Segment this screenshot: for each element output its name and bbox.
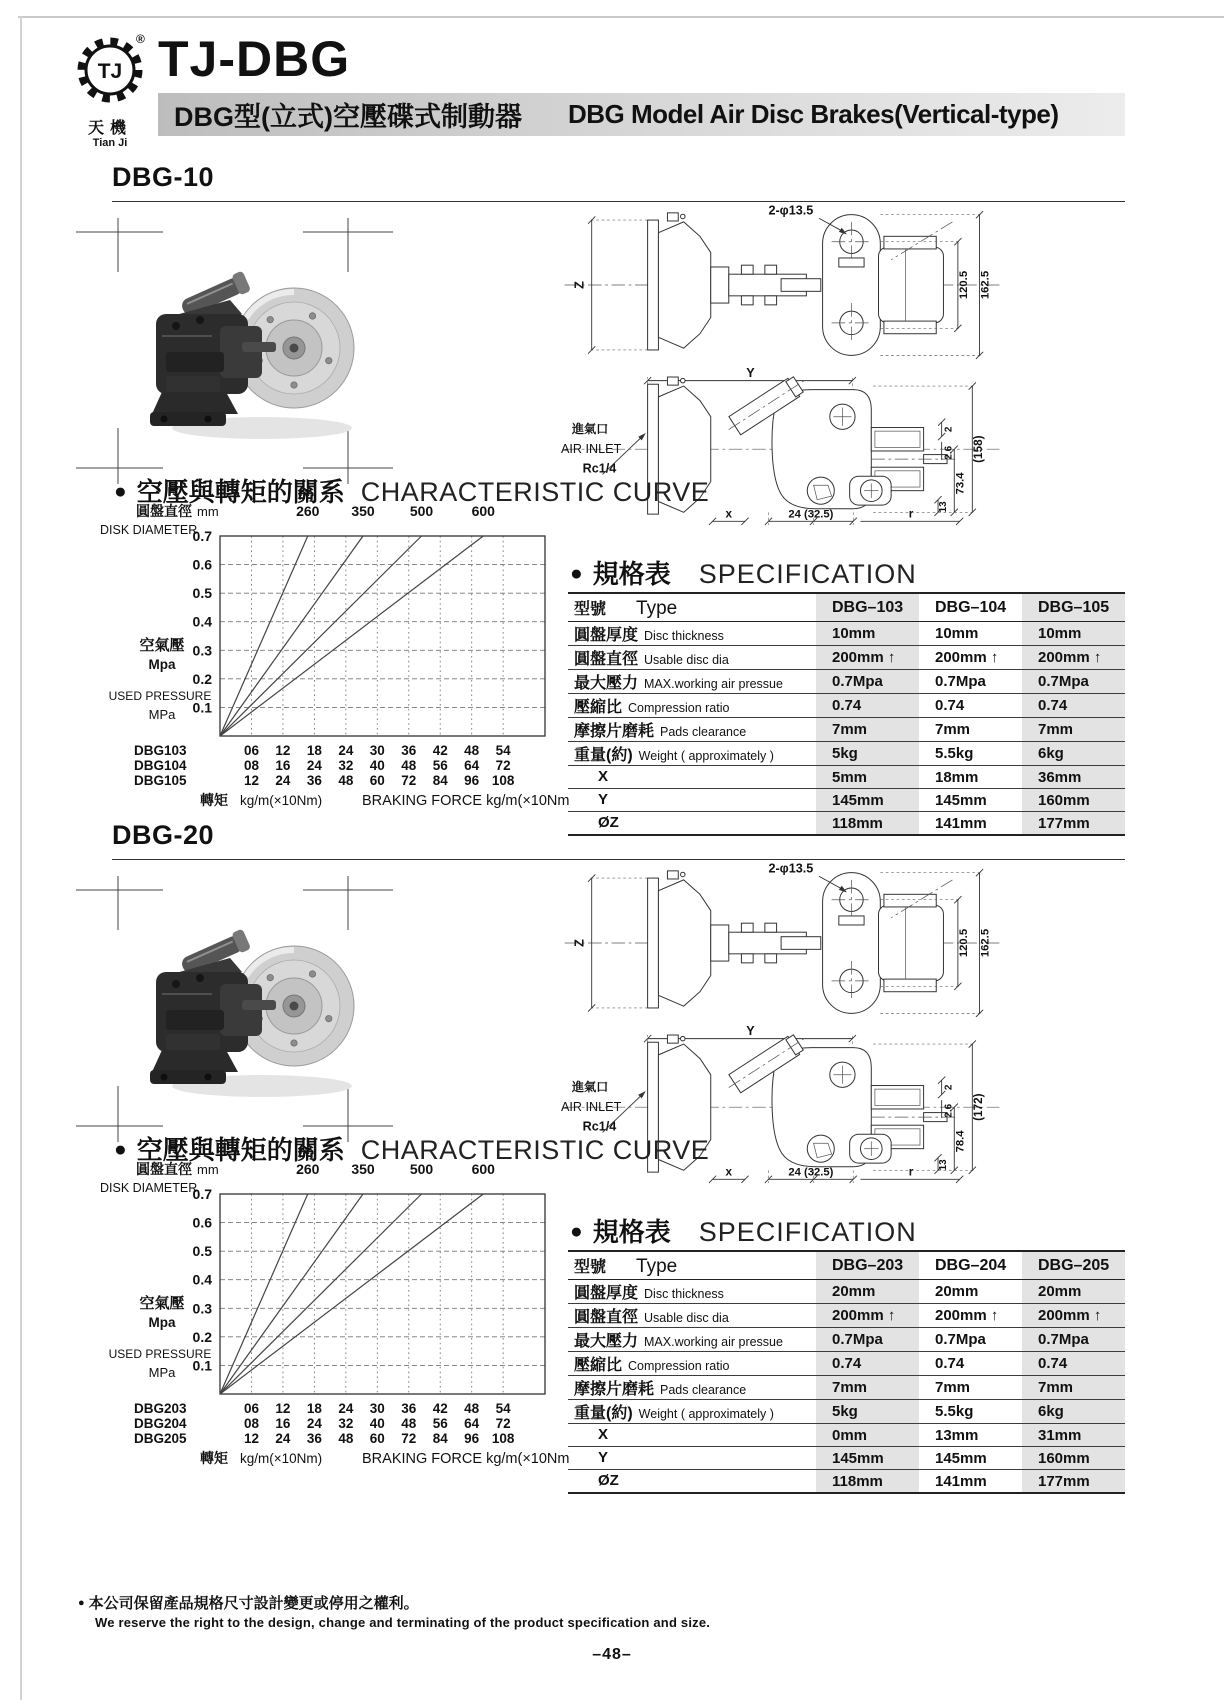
spec-value: 145mm	[816, 789, 919, 812]
svg-text:72: 72	[495, 1416, 511, 1431]
svg-text:0.5: 0.5	[192, 585, 212, 602]
svg-text:48: 48	[464, 1401, 480, 1416]
registered-mark: ®	[136, 32, 145, 46]
characteristic-curve-chart	[100, 498, 570, 818]
svg-text:24 (32.5): 24 (32.5)	[788, 1166, 834, 1179]
spec-value: 177mm	[1022, 1470, 1125, 1494]
svg-text:24: 24	[338, 1401, 354, 1416]
row-label-cjk: 最大壓力	[574, 1333, 639, 1350]
svg-text:0.3: 0.3	[192, 642, 212, 659]
svg-text:12: 12	[243, 773, 259, 788]
spec-value: 145mm	[935, 1449, 987, 1467]
company-logo	[64, 32, 156, 149]
specification-table	[568, 592, 1125, 836]
svg-text:24: 24	[275, 773, 291, 788]
svg-text:32: 32	[338, 1416, 354, 1431]
svg-text:36: 36	[306, 1431, 322, 1446]
svg-text:56: 56	[432, 1416, 448, 1431]
row-label-cjk: Y	[598, 791, 609, 808]
spec-value: 118mm	[816, 812, 919, 836]
spec-value: 200mm ↑	[1022, 1304, 1125, 1328]
spec-value: 7mm	[935, 721, 971, 738]
gear-logo-icon	[74, 36, 146, 108]
svg-text:Y: Y	[746, 366, 755, 381]
row-label-en: Weight ( approximately )	[638, 749, 774, 763]
spec-heading-en: SPECIFICATION	[698, 559, 917, 589]
svg-text:MPa: MPa	[148, 1365, 176, 1380]
svg-text:0.1: 0.1	[192, 699, 212, 716]
model-header: DBG–104	[935, 598, 1007, 616]
subtitle-cjk: DBG型(立式)空壓碟式制動器	[174, 102, 522, 132]
curve-heading-en: CHARACTERISTIC CURVE	[360, 1135, 710, 1165]
svg-text:12: 12	[275, 743, 291, 758]
spec-value: 18mm	[935, 768, 979, 786]
svg-text:AIR INLET: AIR INLET	[561, 441, 622, 456]
spec-heading	[570, 554, 917, 591]
page-title: TJ-DBG	[158, 31, 351, 87]
row-label-en: Pads clearance	[660, 725, 747, 739]
svg-text:DISK DIAMETER: DISK DIAMETER	[100, 1181, 198, 1195]
footer-note-cjk	[78, 1592, 710, 1613]
svg-text:2-φ13.5: 2-φ13.5	[768, 861, 814, 876]
svg-text:mm: mm	[197, 504, 219, 519]
spec-value: 7mm	[1022, 1376, 1125, 1400]
svg-text:轉矩: 轉矩	[200, 792, 228, 808]
svg-text:圓盤直徑: 圓盤直徑	[136, 503, 192, 519]
characteristic-curve-chart	[100, 1156, 570, 1476]
type-label-cjk: 型號	[574, 1258, 607, 1276]
svg-text:0.6: 0.6	[192, 556, 212, 573]
svg-text:48: 48	[401, 758, 417, 773]
bullet-icon: ●	[114, 480, 127, 503]
spec-value: 20mm	[935, 1283, 979, 1300]
svg-text:0.5: 0.5	[192, 1243, 212, 1260]
section-dbg-20	[0, 816, 1224, 1490]
svg-text:24: 24	[306, 1416, 322, 1431]
svg-text:轉矩: 轉矩	[200, 1450, 228, 1466]
spec-row	[568, 718, 1125, 742]
svg-text:162.5: 162.5	[979, 270, 992, 300]
spec-row	[568, 1352, 1125, 1376]
svg-text:Mpa: Mpa	[148, 657, 176, 672]
spec-row	[568, 670, 1125, 694]
row-label-en: MAX.working air pressue	[644, 677, 783, 691]
spec-value: 200mm ↑	[816, 646, 919, 670]
row-label-en: Disc thickness	[644, 1287, 724, 1301]
svg-text:120.5: 120.5	[957, 928, 970, 958]
svg-text:40: 40	[369, 758, 385, 773]
row-label-cjk: ØZ	[598, 814, 619, 831]
spec-value: 7mm	[1022, 718, 1125, 742]
svg-text:72: 72	[401, 1431, 417, 1446]
svg-text:36: 36	[306, 773, 322, 788]
svg-text:進氣口: 進氣口	[571, 421, 609, 436]
svg-text:r: r	[908, 507, 914, 521]
svg-text:DBG203: DBG203	[134, 1401, 187, 1416]
spec-value: 5mm	[816, 766, 919, 789]
svg-text:12: 12	[243, 1431, 259, 1446]
company-name-en: Tian Ji	[92, 137, 128, 149]
svg-text:84: 84	[432, 773, 448, 788]
svg-text:0.7: 0.7	[192, 528, 212, 544]
spec-row	[568, 1376, 1125, 1400]
svg-text:96: 96	[464, 773, 480, 788]
svg-text:(172): (172)	[972, 1093, 986, 1121]
curve-heading-cjk: 空壓與轉矩的關系	[136, 1135, 345, 1165]
svg-text:500: 500	[409, 1161, 434, 1177]
spec-value: 200mm ↑	[935, 649, 999, 666]
spec-value: 13mm	[935, 1426, 979, 1444]
spec-value: 0.7Mpa	[1022, 1328, 1125, 1352]
spec-value: 10mm	[1022, 622, 1125, 646]
svg-text:40: 40	[369, 1416, 385, 1431]
svg-text:mm: mm	[197, 1162, 219, 1177]
svg-text:16: 16	[275, 1416, 291, 1431]
spec-value: 7mm	[935, 1379, 971, 1396]
svg-text:DBG205: DBG205	[134, 1431, 187, 1446]
model-header: DBG–203	[816, 1251, 919, 1280]
spec-value: 0.7Mpa	[935, 673, 986, 690]
row-label-cjk: 圓盤直徑	[574, 1309, 639, 1326]
product-photo	[142, 256, 377, 451]
spec-row	[568, 646, 1125, 670]
footer-note-cjk-text: 本公司保留產品規格尺寸設計變更或停用之權利。	[88, 1595, 419, 1612]
svg-text:120.5: 120.5	[957, 270, 970, 300]
spec-row	[568, 1447, 1125, 1470]
svg-text:Mpa: Mpa	[148, 1315, 176, 1330]
svg-text:84: 84	[432, 1431, 448, 1446]
svg-text:BRAKING FORCE kg/m(×10Nm): BRAKING FORCE kg/m(×10Nm)	[362, 793, 570, 809]
subtitle-en: DBG Model Air Disc Brakes(Vertical-type)	[567, 99, 1059, 129]
spec-value: 0.7Mpa	[816, 1328, 919, 1352]
svg-text:36: 36	[401, 743, 417, 758]
spec-value: 36mm	[1022, 766, 1125, 789]
spec-value: 145mm	[935, 791, 987, 809]
section-heading: DBG-20	[112, 820, 215, 850]
spec-row	[568, 789, 1125, 812]
row-label-cjk: 壓縮比	[574, 699, 623, 716]
model-header: DBG–105	[1022, 593, 1125, 622]
svg-text:圓盤直徑: 圓盤直徑	[136, 1161, 192, 1177]
svg-text:13: 13	[938, 501, 950, 513]
spec-value: 5kg	[816, 1400, 919, 1424]
company-name-cjk: 天機	[87, 120, 132, 137]
bullet-icon: ●	[570, 562, 583, 585]
svg-text:進氣口: 進氣口	[571, 1079, 609, 1094]
svg-text:56: 56	[432, 758, 448, 773]
product-photo	[142, 914, 377, 1109]
section-heading: DBG-10	[112, 162, 215, 192]
spec-value: 0.74	[935, 1355, 965, 1372]
svg-text:60: 60	[369, 1431, 385, 1446]
spec-value: 0.7Mpa	[935, 1331, 986, 1348]
svg-text:0.4: 0.4	[192, 1271, 212, 1288]
svg-text:0.6: 0.6	[192, 1214, 212, 1231]
svg-text:48: 48	[338, 1431, 354, 1446]
svg-text:72: 72	[401, 773, 417, 788]
svg-text:0.3: 0.3	[192, 1300, 212, 1317]
svg-text:Rc1/4: Rc1/4	[582, 1119, 617, 1134]
row-label-cjk: 圓盤厚度	[574, 627, 639, 644]
svg-text:2.6: 2.6	[943, 445, 955, 460]
spec-value: 7mm	[816, 718, 919, 742]
svg-text:96: 96	[464, 1431, 480, 1446]
svg-text:2-φ13.5: 2-φ13.5	[768, 203, 814, 218]
row-label-en: Disc thickness	[644, 629, 724, 643]
row-label-cjk: 摩擦片磨耗	[574, 723, 655, 740]
svg-text:06: 06	[243, 743, 259, 758]
spec-row	[568, 1424, 1125, 1447]
svg-text:24 (32.5): 24 (32.5)	[788, 508, 834, 521]
svg-text:x: x	[725, 507, 733, 521]
spec-row	[568, 1280, 1125, 1304]
svg-text:2: 2	[943, 1084, 955, 1091]
row-label-cjk: 重量(約)	[574, 1405, 633, 1422]
svg-text:0.2: 0.2	[192, 670, 212, 687]
svg-text:08: 08	[243, 758, 259, 773]
subtitle-bar	[158, 93, 1125, 136]
svg-text:18: 18	[306, 1401, 322, 1416]
svg-text:kg/m(×10Nm): kg/m(×10Nm)	[240, 1451, 323, 1466]
spec-header-row	[568, 1251, 1125, 1280]
svg-text:108: 108	[491, 1431, 515, 1446]
row-label-en: Pads clearance	[660, 1383, 747, 1397]
svg-text:空氣壓: 空氣壓	[139, 1295, 185, 1312]
svg-text:空氣壓: 空氣壓	[139, 637, 185, 654]
spec-value: 200mm ↑	[816, 1304, 919, 1328]
svg-text:DBG103: DBG103	[134, 743, 187, 758]
row-label-cjk: 圓盤直徑	[574, 651, 639, 668]
svg-text:600: 600	[471, 503, 495, 519]
svg-text:BRAKING FORCE kg/m(×10Nm): BRAKING FORCE kg/m(×10Nm)	[362, 1451, 570, 1467]
spec-value: 145mm	[816, 1447, 919, 1470]
svg-text:36: 36	[401, 1401, 417, 1416]
spec-row	[568, 1304, 1125, 1328]
spec-value: 0.7Mpa	[1022, 670, 1125, 694]
svg-text:260: 260	[296, 503, 320, 519]
spec-table	[568, 592, 1125, 836]
spec-row	[568, 694, 1125, 718]
row-label-cjk: X	[598, 1426, 609, 1443]
svg-text:kg/m(×10Nm): kg/m(×10Nm)	[240, 793, 323, 808]
svg-text:USED PRESSURE: USED PRESSURE	[108, 689, 212, 703]
footer-note-en: We reserve the right to the design, change and terminating of the product specification and size.	[95, 1615, 711, 1630]
spec-value: 141mm	[935, 814, 987, 832]
spec-row	[568, 1470, 1125, 1494]
spec-value: 0mm	[816, 1424, 919, 1447]
svg-text:AIR INLET: AIR INLET	[561, 1099, 622, 1114]
spec-value: 160mm	[1022, 789, 1125, 812]
spec-value: 6kg	[1022, 742, 1125, 766]
type-label-en: Type	[636, 1255, 678, 1277]
row-label-en: Usable disc dia	[644, 1311, 729, 1325]
spec-value: 0.7Mpa	[816, 670, 919, 694]
svg-text:x: x	[725, 1165, 733, 1179]
model-header: DBG–103	[816, 593, 919, 622]
spec-row	[568, 742, 1125, 766]
svg-text:r: r	[908, 1165, 914, 1179]
spec-value: 5.5kg	[935, 745, 974, 762]
svg-text:DBG104: DBG104	[134, 758, 187, 773]
svg-text:2: 2	[943, 426, 955, 433]
spec-value: 5kg	[816, 742, 919, 766]
page-edge-top	[18, 16, 1224, 18]
svg-text:42: 42	[432, 1401, 448, 1416]
model-header: DBG–205	[1022, 1251, 1125, 1280]
bullet-icon: ●	[570, 1220, 583, 1243]
spec-value: 0.74	[935, 697, 965, 714]
spec-value: 31mm	[1022, 1424, 1125, 1447]
spec-value: 10mm	[816, 622, 919, 646]
spec-value: 0.74	[816, 694, 919, 718]
row-label-cjk: 壓縮比	[574, 1357, 623, 1374]
svg-text:24: 24	[306, 758, 322, 773]
svg-text:24: 24	[338, 743, 354, 758]
type-label-cjk: 型號	[574, 600, 607, 618]
svg-text:Rc1/4: Rc1/4	[582, 461, 617, 476]
svg-text:Z: Z	[572, 939, 587, 947]
svg-text:24: 24	[275, 1431, 291, 1446]
svg-text:30: 30	[369, 1401, 385, 1416]
row-label-en: Compression ratio	[628, 1359, 730, 1373]
row-label-cjk: X	[598, 768, 609, 785]
spec-row	[568, 766, 1125, 789]
svg-text:Z: Z	[572, 281, 587, 289]
row-label-cjk: 重量(約)	[574, 747, 633, 764]
spec-value: 177mm	[1022, 812, 1125, 836]
type-label-en: Type	[636, 597, 678, 619]
spec-row	[568, 622, 1125, 646]
spec-value: 141mm	[935, 1472, 987, 1490]
svg-text:0.7: 0.7	[192, 1186, 212, 1202]
spec-row	[568, 1400, 1125, 1424]
spec-value: 0.74	[1022, 694, 1125, 718]
spec-value: 118mm	[816, 1470, 919, 1494]
svg-text:60: 60	[369, 773, 385, 788]
spec-heading-cjk: 規格表	[592, 1217, 671, 1247]
row-label-cjk: 最大壓力	[574, 675, 639, 692]
svg-text:260: 260	[296, 1161, 320, 1177]
svg-text:08: 08	[243, 1416, 259, 1431]
spec-row	[568, 1328, 1125, 1352]
spec-value: 7mm	[816, 1376, 919, 1400]
page-number: –48–	[592, 1646, 632, 1663]
svg-text:30: 30	[369, 743, 385, 758]
svg-text:78.4: 78.4	[954, 1130, 967, 1153]
svg-text:DISK DIAMETER: DISK DIAMETER	[100, 523, 198, 537]
svg-text:16: 16	[275, 758, 291, 773]
svg-text:TJ: TJ	[97, 60, 123, 83]
svg-text:54: 54	[495, 1401, 511, 1416]
row-label-cjk: ØZ	[598, 1472, 619, 1489]
svg-text:06: 06	[243, 1401, 259, 1416]
svg-text:350: 350	[351, 503, 375, 519]
svg-text:DBG204: DBG204	[134, 1416, 187, 1431]
svg-text:18: 18	[306, 743, 322, 758]
bullet-icon: ●	[78, 1597, 85, 1609]
svg-text:DBG105: DBG105	[134, 773, 187, 788]
spec-value: 20mm	[816, 1280, 919, 1304]
row-label-cjk: Y	[598, 1449, 609, 1466]
svg-text:0.2: 0.2	[192, 1328, 212, 1345]
svg-text:108: 108	[491, 773, 515, 788]
svg-text:500: 500	[409, 503, 434, 519]
svg-text:USED PRESSURE: USED PRESSURE	[108, 1347, 212, 1361]
svg-text:48: 48	[401, 1416, 417, 1431]
svg-text:13: 13	[938, 1159, 950, 1171]
section-dbg-10	[0, 158, 1224, 832]
specification-table	[568, 1250, 1125, 1494]
svg-text:Y: Y	[746, 1024, 755, 1039]
svg-text:32: 32	[338, 758, 354, 773]
spec-value: 6kg	[1022, 1400, 1125, 1424]
svg-text:0.4: 0.4	[192, 613, 212, 630]
svg-text:162.5: 162.5	[979, 928, 992, 958]
svg-text:54: 54	[495, 743, 511, 758]
svg-text:64: 64	[464, 758, 480, 773]
spec-value: 0.74	[816, 1352, 919, 1376]
spec-table	[568, 1250, 1125, 1494]
row-label-en: Compression ratio	[628, 701, 730, 715]
svg-text:12: 12	[275, 1401, 291, 1416]
spec-value: 0.74	[1022, 1352, 1125, 1376]
svg-text:MPa: MPa	[148, 707, 176, 722]
svg-text:64: 64	[464, 1416, 480, 1431]
bullet-icon: ●	[114, 1138, 127, 1161]
curve-heading-en: CHARACTERISTIC CURVE	[360, 477, 710, 507]
svg-text:(158): (158)	[972, 435, 986, 463]
footer-note	[78, 1592, 710, 1630]
spec-heading-cjk: 規格表	[592, 559, 671, 589]
row-label-en: Usable disc dia	[644, 653, 729, 667]
spec-value: 200mm ↑	[935, 1307, 999, 1324]
svg-text:48: 48	[464, 743, 480, 758]
row-label-en: MAX.working air pressue	[644, 1335, 783, 1349]
spec-value: 5.5kg	[935, 1403, 974, 1420]
row-label-cjk: 摩擦片磨耗	[574, 1381, 655, 1398]
curve-heading-cjk: 空壓與轉矩的關系	[136, 477, 345, 507]
spec-heading-en: SPECIFICATION	[698, 1217, 917, 1247]
svg-text:2.6: 2.6	[943, 1103, 955, 1118]
svg-text:42: 42	[432, 743, 448, 758]
row-label-en: Weight ( approximately )	[638, 1407, 774, 1421]
spec-heading	[570, 1212, 917, 1249]
svg-text:350: 350	[351, 1161, 375, 1177]
spec-value: 160mm	[1022, 1447, 1125, 1470]
spec-value: 10mm	[935, 625, 979, 642]
spec-header-row	[568, 593, 1125, 622]
svg-text:48: 48	[338, 773, 354, 788]
svg-text:73.4: 73.4	[954, 472, 967, 495]
svg-text:600: 600	[471, 1161, 495, 1177]
spec-value: 20mm	[1022, 1280, 1125, 1304]
row-label-cjk: 圓盤厚度	[574, 1285, 639, 1302]
svg-text:72: 72	[495, 758, 511, 773]
spec-value: 200mm ↑	[1022, 646, 1125, 670]
svg-text:0.1: 0.1	[192, 1357, 212, 1374]
model-header: DBG–204	[935, 1256, 1007, 1274]
